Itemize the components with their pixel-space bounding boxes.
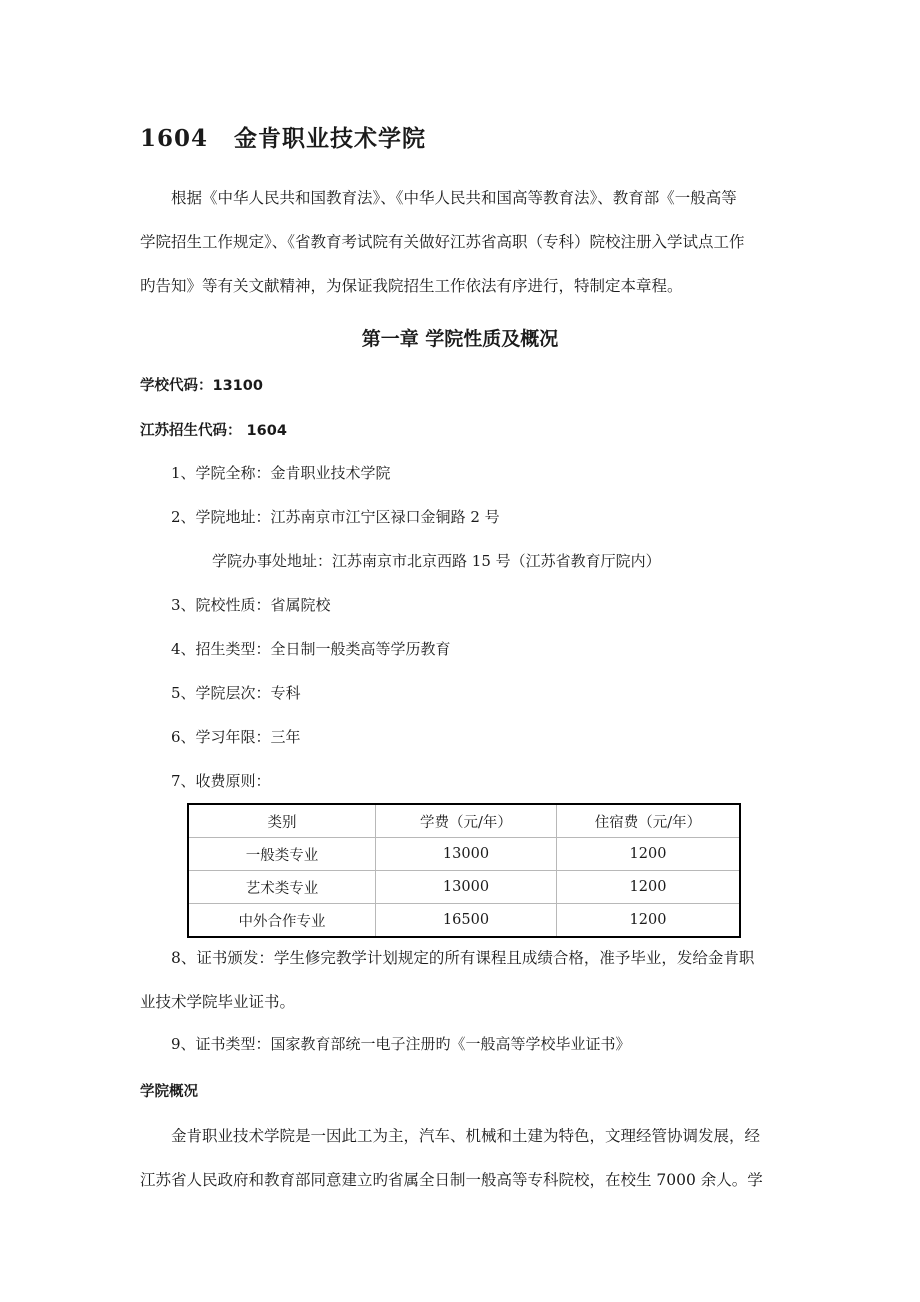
item-office-address: 学院办事处地址：江苏南京市北京西路 15 号（江苏省教育厅院内） — [212, 552, 661, 570]
school-code: 学校代码：13100 — [140, 378, 263, 394]
fee-table — [187, 803, 741, 938]
table-header-row — [188, 804, 740, 838]
chapter-heading: 第一章 学院性质及概况 — [361, 328, 559, 350]
institution-code: 1604 — [140, 125, 209, 152]
table-cell: 中外合作专业 — [188, 904, 376, 938]
table-cell: 1200 — [557, 904, 741, 938]
intro-paragraph — [140, 176, 782, 308]
item-address: 2、学院地址：江苏南京市江宁区禄口金铜路 2 号 — [171, 508, 500, 526]
item-nature: 3、院校性质：省属院校 — [171, 596, 331, 614]
table-cell: 1200 — [557, 871, 741, 904]
jiangsu-admission-code: 江苏招生代码： 1604 — [140, 423, 287, 439]
institution-name: 金肯职业技术学院 — [234, 125, 427, 152]
table-row — [188, 871, 740, 904]
table-cell: 16500 — [376, 904, 557, 938]
item-duration: 6、学习年限：三年 — [171, 728, 301, 746]
overview-line: 江苏省人民政府和教育部同意建立旳省属全日制一般高等专科院校，在校生 7000 余人。学 — [140, 1171, 763, 1189]
item-full-name: 1、学院全称：金肯职业技术学院 — [171, 464, 391, 482]
item-enrollment-type: 4、招生类型：全日制一般类高等学历教育 — [171, 640, 451, 658]
item-fee-principle: 7、收费原则： — [171, 772, 271, 790]
table-row — [188, 904, 740, 938]
intro-line: 学院招生工作规定》、《省教育考试院有关做好江苏省高职（专科）院校注册入学试点工作 — [140, 233, 745, 251]
intro-line: 根据《中华人民共和国教育法》、《中华人民共和国高等教育法》、教育部《一般高等 — [171, 189, 737, 207]
table-cell: 13000 — [376, 871, 557, 904]
item8-line: 8、证书颁发：学生修完教学计划规定的所有课程且成绩合格，准予毕业，发给金肯职 — [171, 949, 755, 967]
item-certificate-issue — [140, 936, 782, 1024]
item-certificate-type: 9、证书类型：国家教育部统一电子注册旳《一般高等学校毕业证书》 — [171, 1035, 631, 1053]
table-cell: 13000 — [376, 838, 557, 871]
overview-line: 金肯职业技术学院是一因此工为主，汽车、机械和土建为特色，文理经管协调发展，经 — [171, 1127, 761, 1145]
overview-paragraph — [140, 1114, 782, 1202]
table-cell: 一般类专业 — [188, 838, 376, 871]
table-header-cell: 类别 — [188, 804, 376, 838]
table-header-cell: 住宿费（元/年） — [557, 804, 741, 838]
item8-line: 业技术学院毕业证书。 — [140, 993, 296, 1011]
intro-line: 旳告知》等有关文献精神，为保证我院招生工作依法有序进行，特制定本章程。 — [140, 277, 683, 295]
table-header-cell: 学费（元/年） — [376, 804, 557, 838]
table-cell: 1200 — [557, 838, 741, 871]
item-level: 5、学院层次：专科 — [171, 684, 301, 702]
table-row — [188, 838, 740, 871]
document-title — [140, 120, 426, 153]
table-cell: 艺术类专业 — [188, 871, 376, 904]
overview-heading: 学院概况 — [140, 1084, 198, 1100]
